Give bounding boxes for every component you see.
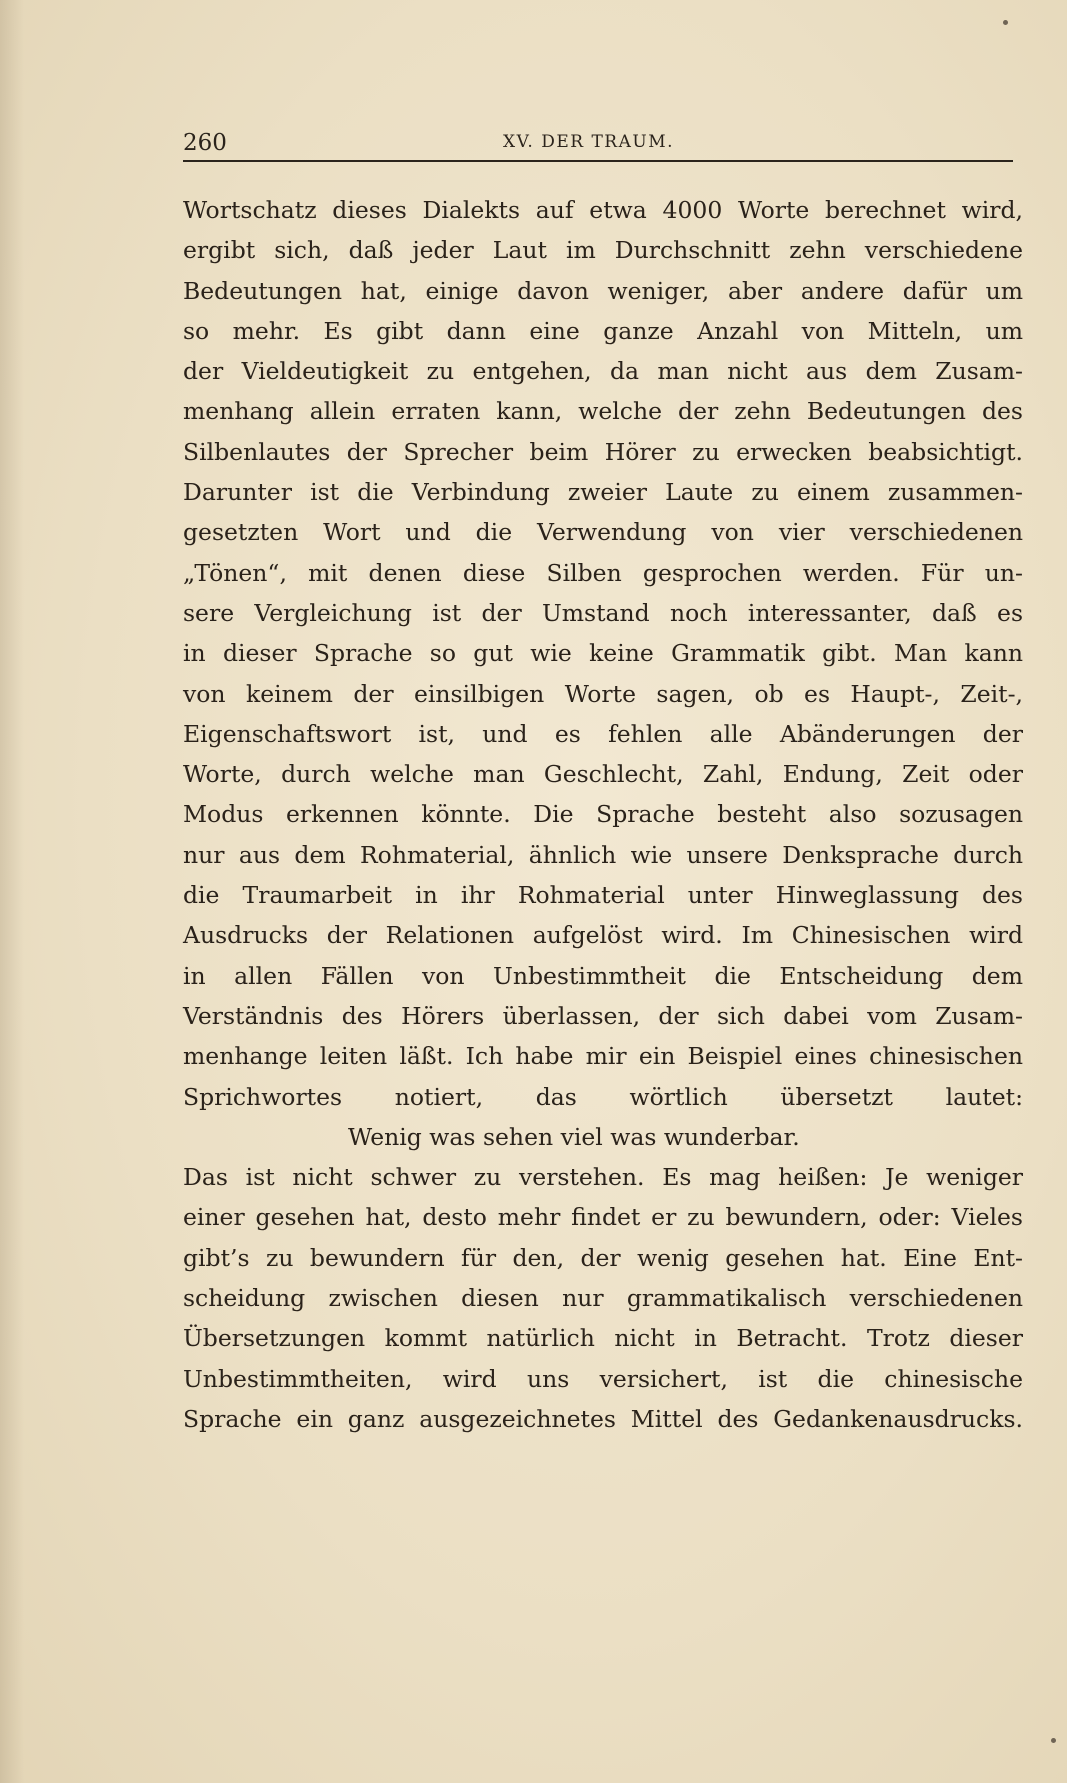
text-line: ergibt sich, daß jeder Laut im Durchschnitt zehn verschiedene <box>183 236 1023 265</box>
text-line: sere Vergleichung ist der Umstand noch interessanter, daß es <box>183 598 1023 627</box>
body-text <box>183 190 1023 1439</box>
text-line: Übersetzungen kommt natürlich nicht in Betracht. Trotz dieser <box>183 1324 1023 1353</box>
text-line: in dieser Sprache so gut wie keine Grammatik gibt. Man kann <box>183 639 1023 668</box>
text-line: gesetzten Wort und die Verwendung von vier verschiedenen <box>183 518 1023 547</box>
running-header <box>183 120 1013 162</box>
text-line: Wortschatz dieses Dialekts auf etwa 4000 Worte berechnet wird, <box>183 196 1023 224</box>
text-line: scheidung zwischen diesen nur grammatikalisch verschiedenen <box>183 1284 1023 1313</box>
text-line: Verständnis des Hörers überlassen, der sich dabei vom Zusam- <box>183 1001 1023 1030</box>
text-line: gibt’s zu bewundern für den, der wenig gesehen hat. Eine Ent- <box>183 1243 1023 1272</box>
text-line: Eigenschaftswort ist, und es fehlen alle Abänderungen der <box>183 719 1023 748</box>
text-line: Das ist nicht schwer zu verstehen. Es mag heißen: Je weniger <box>183 1163 1023 1192</box>
running-title: XV. DER TRAUM. <box>503 132 675 152</box>
text-line: Darunter ist die Verbindung zweier Laute zu einem zusammen- <box>183 478 1023 507</box>
text-line: in allen Fällen von Unbestimmtheit die Entscheidung dem <box>183 961 1023 990</box>
text-line: Silbenlautes der Sprecher beim Hörer zu erwecken beabsichtigt. <box>183 437 1023 466</box>
text-line: „Tönen“, mit denen diese Silben gesprochen werden. Für un- <box>183 558 1023 587</box>
proverb-line: Wenig was sehen viel was wunderbar. <box>348 1122 800 1151</box>
text-line: von keinem der einsilbigen Worte sagen, ob es Haupt-, Zeit-, <box>183 679 1023 708</box>
speck-bottom-right <box>1051 1738 1056 1743</box>
text-line: nur aus dem Rohmaterial, ähnlich wie unsere Denksprache durch <box>183 840 1023 869</box>
text-line: Sprache ein ganz ausgezeichnetes Mittel des Gedankenausdrucks. <box>183 1404 1023 1433</box>
page-gutter-shadow <box>0 0 24 1783</box>
text-line: Ausdrucks der Relationen aufgelöst wird. Im Chinesischen wird <box>183 921 1023 950</box>
text-line: Sprichwortes notiert, das wörtlich übersetzt lautet: <box>183 1082 1023 1111</box>
text-line: Unbestimmtheiten, wird uns versichert, ist die chinesische <box>183 1364 1023 1393</box>
page-number: 260 <box>183 130 227 156</box>
text-line: der Vieldeutigkeit zu entgehen, da man nicht aus dem Zusam- <box>183 357 1023 386</box>
text-line: so mehr. Es gibt dann eine ganze Anzahl von Mitteln, um <box>183 316 1023 345</box>
text-line: Modus erkennen könnte. Die Sprache besteht also sozusagen <box>183 800 1023 829</box>
text-line: menhange leiten läßt. Ich habe mir ein Beispiel eines chinesischen <box>183 1042 1023 1071</box>
text-line: Worte, durch welche man Geschlecht, Zahl, Endung, Zeit oder <box>183 760 1023 789</box>
text-line: Bedeutungen hat, einige davon weniger, aber andere dafür um <box>183 276 1023 305</box>
text-line: die Traumarbeit in ihr Rohmaterial unter Hinweglassung des <box>183 881 1023 910</box>
text-line: menhang allein erraten kann, welche der zehn Bedeutungen des <box>183 397 1023 426</box>
text-line: einer gesehen hat, desto mehr findet er zu bewundern, oder: Vieles <box>183 1203 1023 1232</box>
speck-top-right <box>1003 20 1008 25</box>
